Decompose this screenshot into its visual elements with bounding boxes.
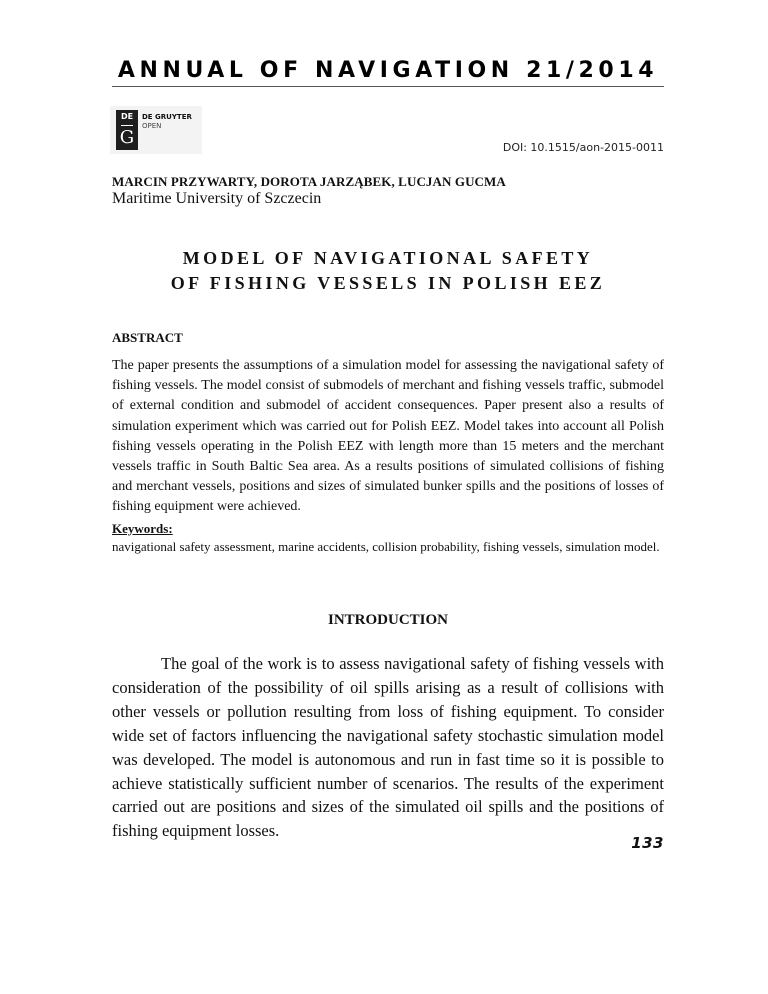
doi-link[interactable]: DOI: 10.1515/aon-2015-0011 [502, 141, 664, 154]
page-number: 133 [631, 834, 664, 852]
keywords-text: navigational safety assessment, marine accidents, collision probability, fishing vessels, simulation model. [112, 539, 660, 554]
logo-mark-bottom: G [119, 127, 135, 148]
paper-title [112, 246, 664, 296]
journal-title: ANNUAL OF NAVIGATION 21/2014 [117, 58, 659, 83]
publisher-name-sub: OPEN [142, 122, 162, 130]
logo-mark-divider [121, 125, 133, 126]
introduction-text: The goal of the work is to assess navigational safety of fishing vessels with consideration of the possibility of oil spills arising as a result of collisions with other vessels or pollution resulting from loss of fishing equipment. To consider wide set of factors influencing the navigational safety stochastic simulation model was developed. The model is autonomous and run in fast time so it is possible to achieve statistically sufficient number of scenarios. The results of the experiment carried out are positions and sizes of the simulated oil spills and the positions of fishing equipment losses. [112, 654, 664, 841]
introduction-heading: INTRODUCTION [327, 612, 448, 628]
paper-title-line-1: MODEL OF NAVIGATIONAL SAFETY [182, 248, 594, 268]
header-rule [112, 86, 664, 87]
abstract-text: The paper presents the assumptions of a simulation model for assessing the navigational safety of fishing vessels. The model consist of submodels of merchant and fishing vessels traffic, submodel of external condition and submodel of accident consequences. Paper present also a results of simulation experiment which was carried out for Polish EEZ. Model takes into account all Polish fishing vessels operating in the Polish EEZ with length more than 15 meters and the merchant vessels traffic in South Baltic Sea area. As a results positions of simulated collisions of fishing and merchant vessels, positions and sizes of simulated bunker spills and the positions of losses of fishing equipment were achieved. [112, 358, 664, 515]
affiliation: Maritime University of Szczecin [112, 190, 322, 207]
authors: MARCIN PRZYWARTY, DOROTA JARZĄBEK, LUCJAN GUCMA [112, 174, 506, 189]
publisher-name-main: DE GRUYTER [142, 113, 192, 121]
logo-mark-top: DE [120, 112, 134, 121]
abstract-heading: ABSTRACT [112, 330, 183, 345]
publisher-logo [110, 106, 202, 154]
paper-title-line-2: OF FISHING VESSELS IN POLISH EEZ [170, 273, 606, 293]
publisher-logo-mark [116, 110, 138, 150]
publisher-name [142, 113, 192, 131]
keywords-heading: Keywords: [112, 521, 173, 536]
